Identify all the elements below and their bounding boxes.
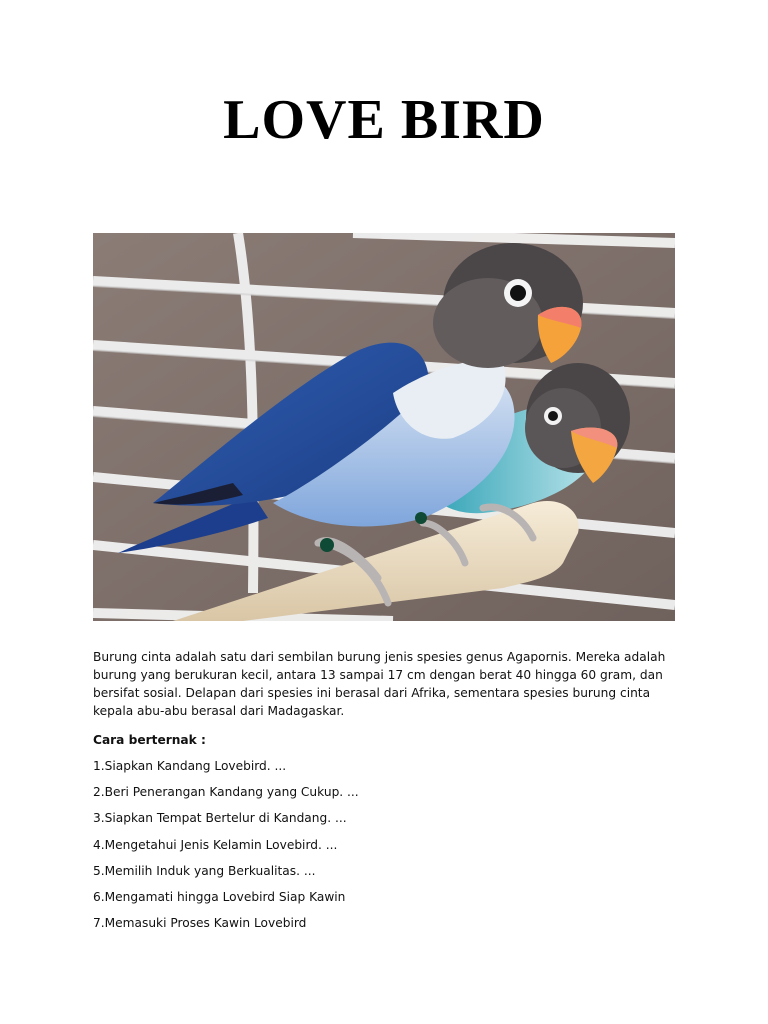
list-item: 5.Memilih Induk yang Berkualitas. ... [93,863,316,878]
list-item: 3.Siapkan Tempat Bertelur di Kandang. ... [93,811,347,826]
list-item: 6.Mengamati hingga Lovebird Siap Kawin [93,889,346,904]
list-item: 7.Memasuki Proses Kawin Lovebird [93,916,307,931]
document-title: LOVE BIRD [223,89,545,151]
article-body [93,648,693,940]
list-item: 2.Beri Penerangan Kandang yang Cukup. ... [93,785,359,800]
steps-list [93,757,693,932]
lovebird-photo [93,233,675,621]
section-heading: Cara berternak : [93,733,206,747]
intro-paragraph: Burung cinta adalah satu dari sembilan burung jenis spesies genus Agapornis. Mereka adalah burung yang berukuran kecil, antara 13 sampai 17 cm dengan berat 40 hingga 60 gram, dan bersifat sosial. Delapan dari spesies ini berasal dari Afrika, sementara spesies burung cinta kepala abu-abu berasal dari Madagaskar. [93,650,666,718]
list-item: 4.Mengetahui Jenis Kelamin Lovebird. ... [93,837,338,852]
list-item: 1.Siapkan Kandang Lovebird. ... [93,759,287,773]
